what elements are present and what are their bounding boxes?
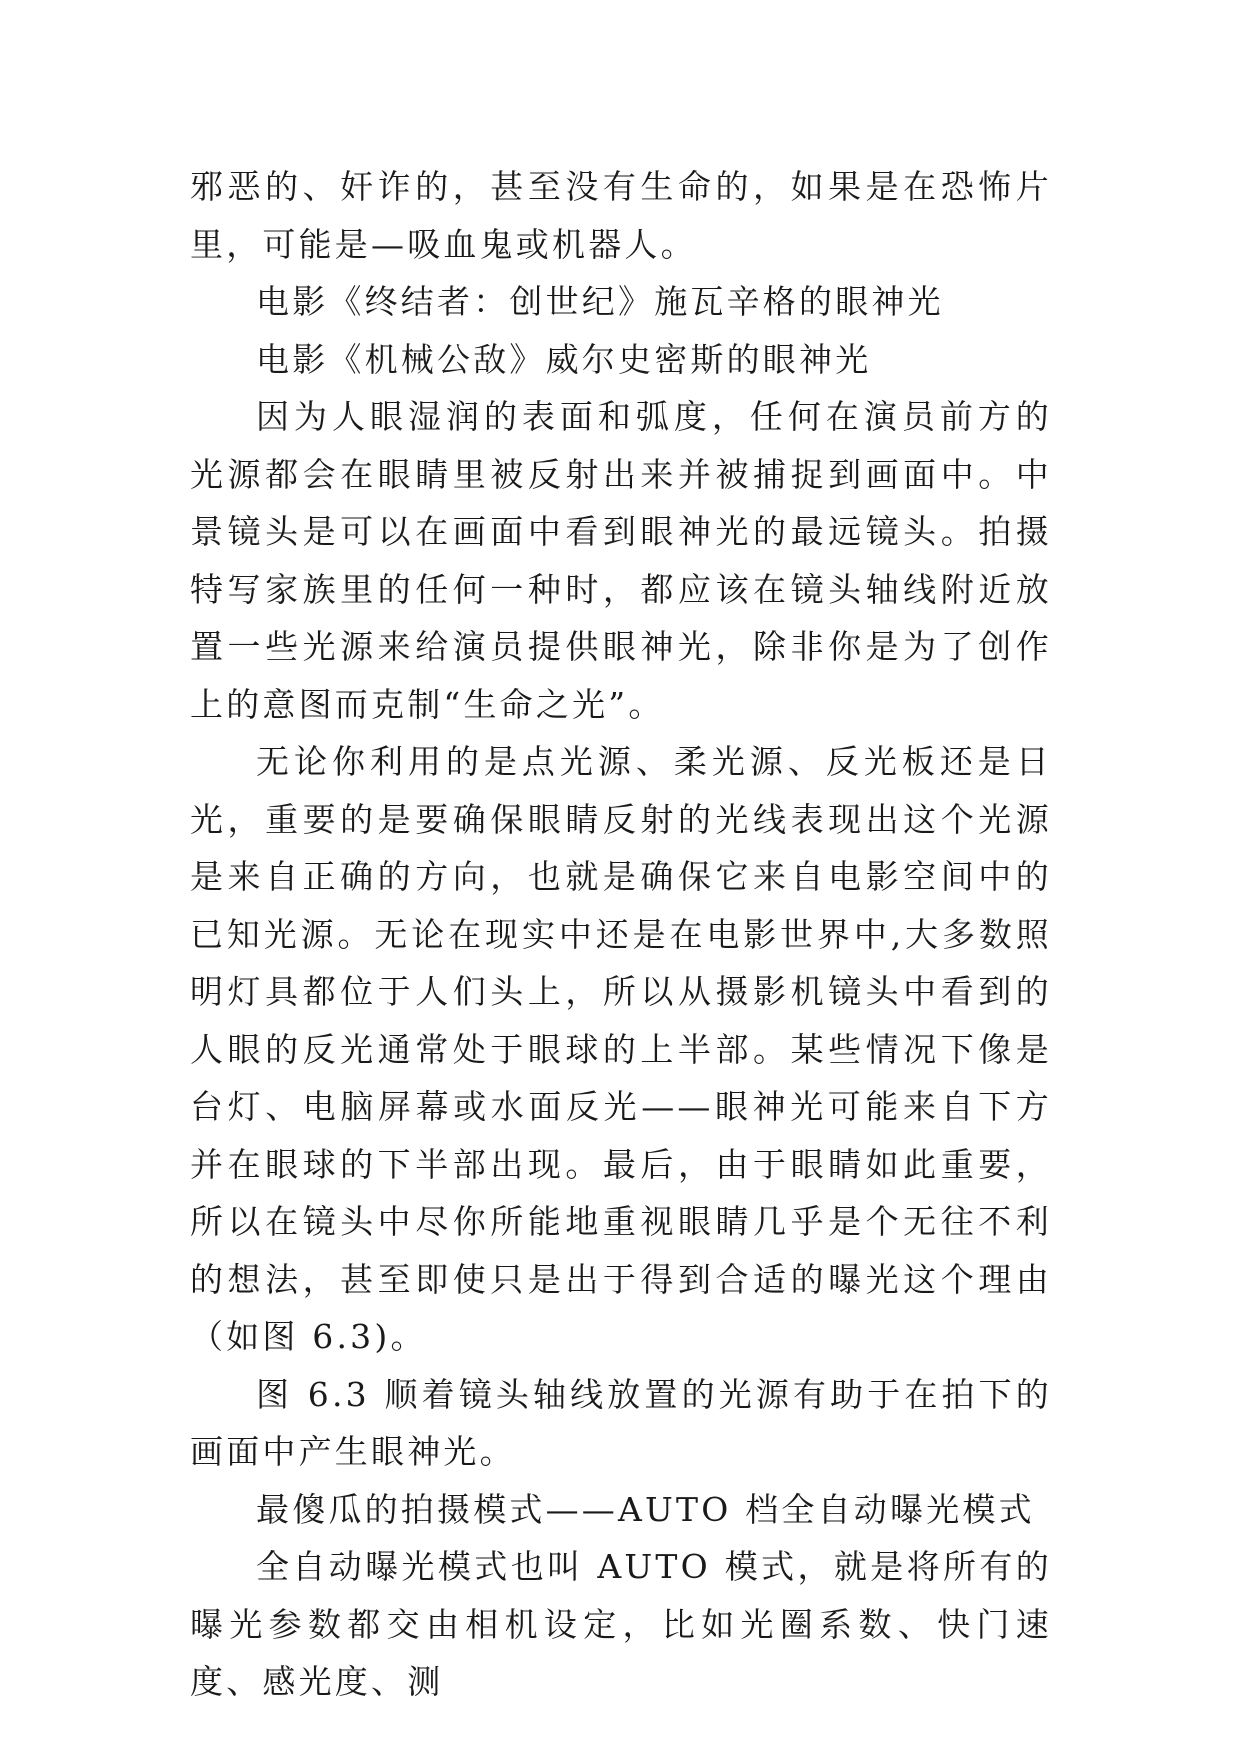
document-body: [190, 158, 1052, 1711]
caption-terminator-genisys: 电影《终结者：创世纪》施瓦辛格的眼神光: [256, 282, 944, 321]
section-heading-auto-mode: 最傻瓜的拍摄模式——AUTO 档全自动曝光模式: [256, 1489, 1035, 1529]
paragraph-continuation: 邪恶的、奸诈的，甚至没有生命的，如果是在恐怖片里，可能是—吸血鬼或机器人。: [190, 167, 1052, 264]
paragraph-auto-mode: 全自动曝光模式也叫 AUTO 模式，就是将所有的曝光参数都交由相机设定，比如光圈系数、快门速度、感光度、测: [190, 1547, 1052, 1701]
figure-caption-6-3: 图 6.3 顺着镜头轴线放置的光源有助于在拍下的画面中产生眼神光。: [190, 1374, 1052, 1471]
caption-i-robot: 电影《机械公敌》威尔史密斯的眼神光: [256, 339, 872, 379]
paragraph-eye-reflection: 因为人眼湿润的表面和弧度，任何在演员前方的光源都会在眼睛里被反射出来并被捕捉到画面中。中景镜头是可以在画面中看到眼神光的最远镜头。拍摄特写家族里的任何一种时，都应该在镜头轴线附近放置一些光源来给演员提供眼神光，除非你是为了创作上的意图而克制“生命之光”。: [190, 397, 1052, 724]
paragraph-light-direction: 无论你利用的是点光源、柔光源、反光板还是日光，重要的是要确保眼睛反射的光线表现出这个光源是来自正确的方向，也就是确保它来自电影空间中的已知光源。无论在现实中还是在电影世界中,大多数照明灯具都位于人们头上，所以从摄影机镜头中看到的人眼的反光通常处于眼球的上半部。某些情况下像是台灯、电脑屏幕或水面反光——眼神光可能来自下方并在眼球的下半部出现。最后，由于眼睛如此重要，所以在镜头中尽你所能地重视眼睛几乎是个无往不利的想法，甚至即使只是出于得到合适的曝光这个理由（如图 6.3)。: [190, 742, 1052, 1356]
